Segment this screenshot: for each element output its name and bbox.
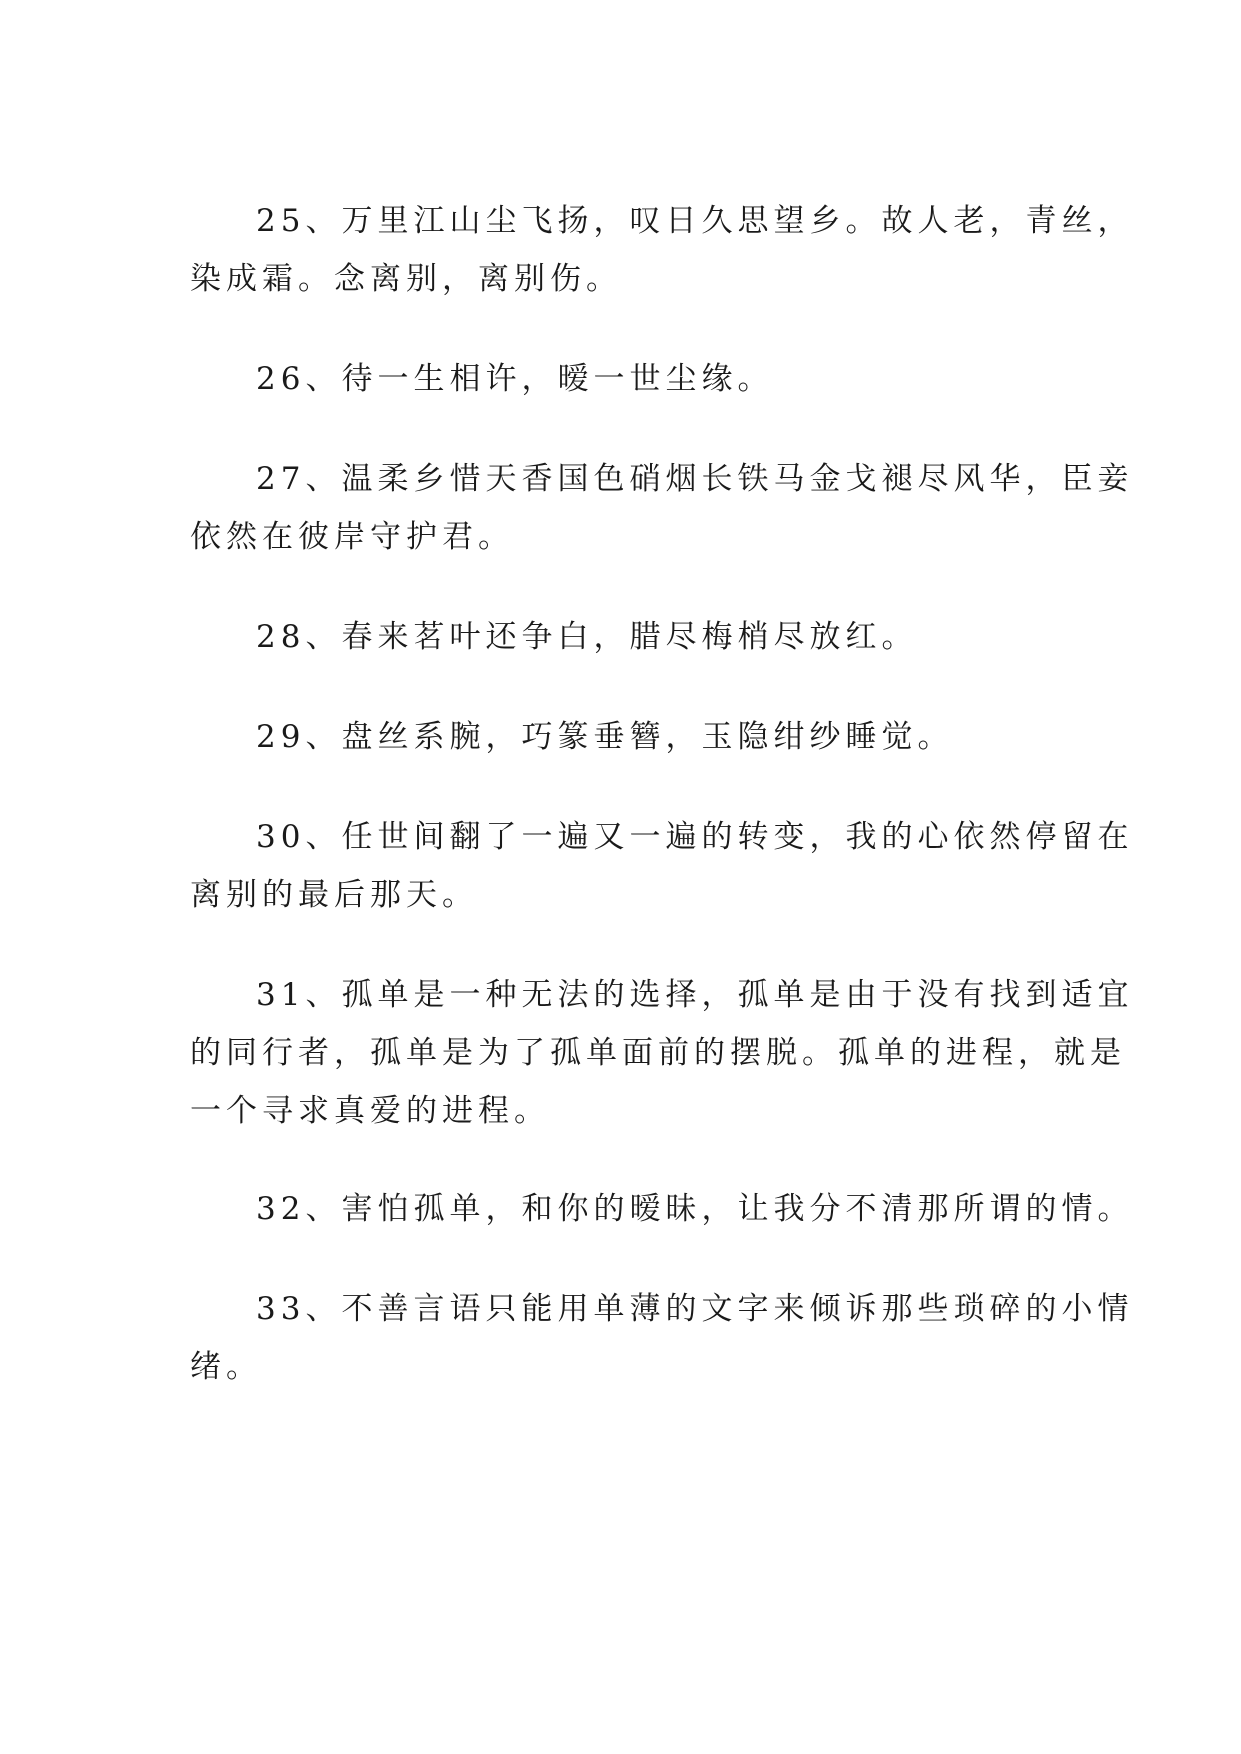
paragraph-line: 33、不善言语只能用单薄的文字来倾诉那些琐碎的小情 <box>256 1291 1134 1327</box>
paragraph-line: 绪。 <box>190 1349 262 1385</box>
paragraph-29 <box>190 708 1050 766</box>
paragraph-line: 27、温柔乡惜天香国色硝烟长铁马金戈褪尽风华，臣妾 <box>256 461 1134 497</box>
paragraph-28 <box>190 608 1050 666</box>
paragraph-line: 的同行者，孤单是为了孤单面前的摆脱。孤单的进程，就是 <box>190 1035 1126 1071</box>
paragraph-30 <box>190 808 1134 924</box>
paragraph-line: 26、待一生相许，暧一世尘缘。 <box>256 361 774 397</box>
paragraph-31 <box>190 966 1134 1140</box>
paragraph-line: 32、害怕孤单，和你的暧昧，让我分不清那所谓的情。 <box>256 1191 1134 1227</box>
paragraph-33 <box>190 1280 1134 1396</box>
paragraph-25 <box>190 192 1134 308</box>
paragraph-line: 离别的最后那天。 <box>190 877 478 913</box>
paragraph-line: 依然在彼岸守护君。 <box>190 519 514 555</box>
paragraph-line: 29、盘丝系腕，巧篆垂簪，玉隐绀纱睡觉。 <box>256 719 954 755</box>
paragraph-line: 31、孤单是一种无法的选择，孤单是由于没有找到适宜 <box>256 977 1134 1013</box>
paragraph-32 <box>190 1180 1134 1238</box>
paragraph-line: 一个寻求真爱的进程。 <box>190 1093 550 1129</box>
paragraph-27 <box>190 450 1134 566</box>
paragraph-line: 30、任世间翻了一遍又一遍的转变，我的心依然停留在 <box>256 819 1134 855</box>
paragraph-line: 染成霜。念离别，离别伤。 <box>190 261 622 297</box>
paragraph-26 <box>190 350 1050 408</box>
paragraph-line: 28、春来茗叶还争白，腊尽梅梢尽放红。 <box>256 619 918 655</box>
paragraph-line: 25、万里江山尘飞扬，叹日久思望乡。故人老，青丝， <box>256 203 1134 239</box>
